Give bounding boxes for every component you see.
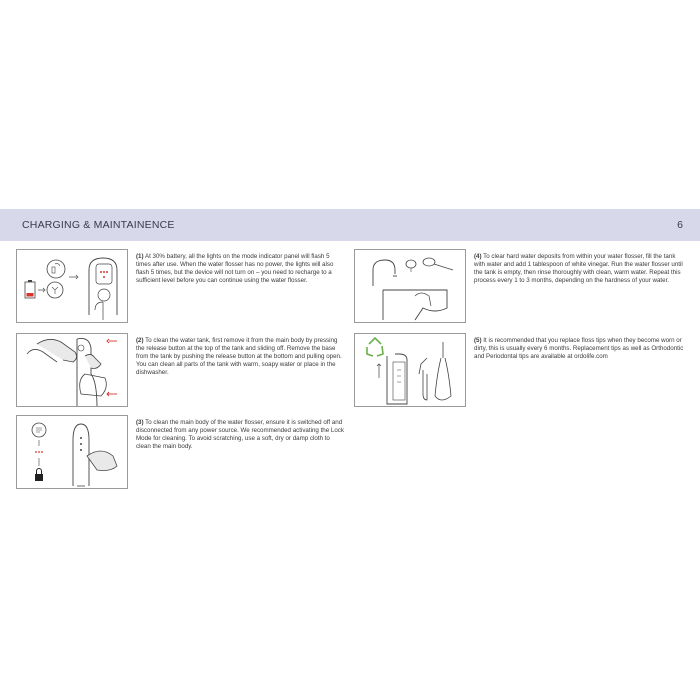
illustration-battery-charging	[16, 249, 128, 323]
step-2-body: To clean the water tank, first remove it from the main body by pressing the release button at the top of the tank and sliding off. Remove the base from the tank by pushing the release button at the bottom and pulling open. You can clean all parts of the tank with warm, soapy water or place in the dishwasher.	[136, 337, 342, 376]
section-header	[0, 209, 700, 241]
illustration-tank-removal	[16, 333, 128, 407]
battery-low-icon	[27, 293, 34, 297]
step-5-body: It is recommended that you replace floss tips when they become worn or dirty, this is usually every 6 months. Replacement tips as well as Orthodontic and Periodontal tips are available at ordolife.com	[474, 337, 684, 360]
body-cleaning-drawing	[17, 416, 128, 489]
illustration-descaling	[354, 249, 466, 323]
replace-tips-drawing	[355, 334, 466, 407]
section-title: CHARGING & MAINTAINENCE	[22, 219, 175, 231]
tank-removal-drawing	[17, 334, 128, 407]
step-1-text	[136, 253, 344, 285]
step-3-number: (3)	[136, 419, 144, 426]
lock-icon	[35, 474, 43, 481]
illustration-body-cleaning	[16, 415, 128, 489]
illustration-replace-tips	[354, 333, 466, 407]
step-5-number: (5)	[474, 337, 482, 344]
step-2-number: (2)	[136, 337, 144, 344]
battery-charging-drawing	[17, 250, 128, 323]
step-3-body: To clean the main body of the water flosser, ensure it is switched off and disconnected from any power source. We recommended activating the Lock Mode for cleaning. To avoid scratching, use a soft, dry or damp cloth to clean the main body.	[136, 419, 344, 450]
step-4-text	[474, 253, 686, 285]
step-3-text	[136, 419, 344, 451]
step-4-number: (4)	[474, 253, 482, 260]
page-number: 6	[677, 219, 683, 231]
step-1-body: At 30% battery, all the lights on the mode indicator panel will flash 5 times after use. When the water flosser has no power, the lights will also flash 5 times, but the device will not turn on – you need to recharge to a sufficient level before you can continue using the water flosser.	[136, 253, 334, 284]
step-5-text	[474, 337, 686, 361]
step-2-text	[136, 337, 344, 377]
recycle-icon	[367, 338, 383, 356]
step-4-body: To clear hard water deposits from within your water flosser, fill the tank with water and add 1 tablespoon of white vinegar. Run the water flosser until the tank is empty, then rinse thoroughly with clean, warm water. Repeat this process every 1 to 3 months, depending on the hardness of your water.	[474, 253, 683, 284]
step-1-number: (1)	[136, 253, 144, 260]
descaling-drawing	[355, 250, 466, 323]
